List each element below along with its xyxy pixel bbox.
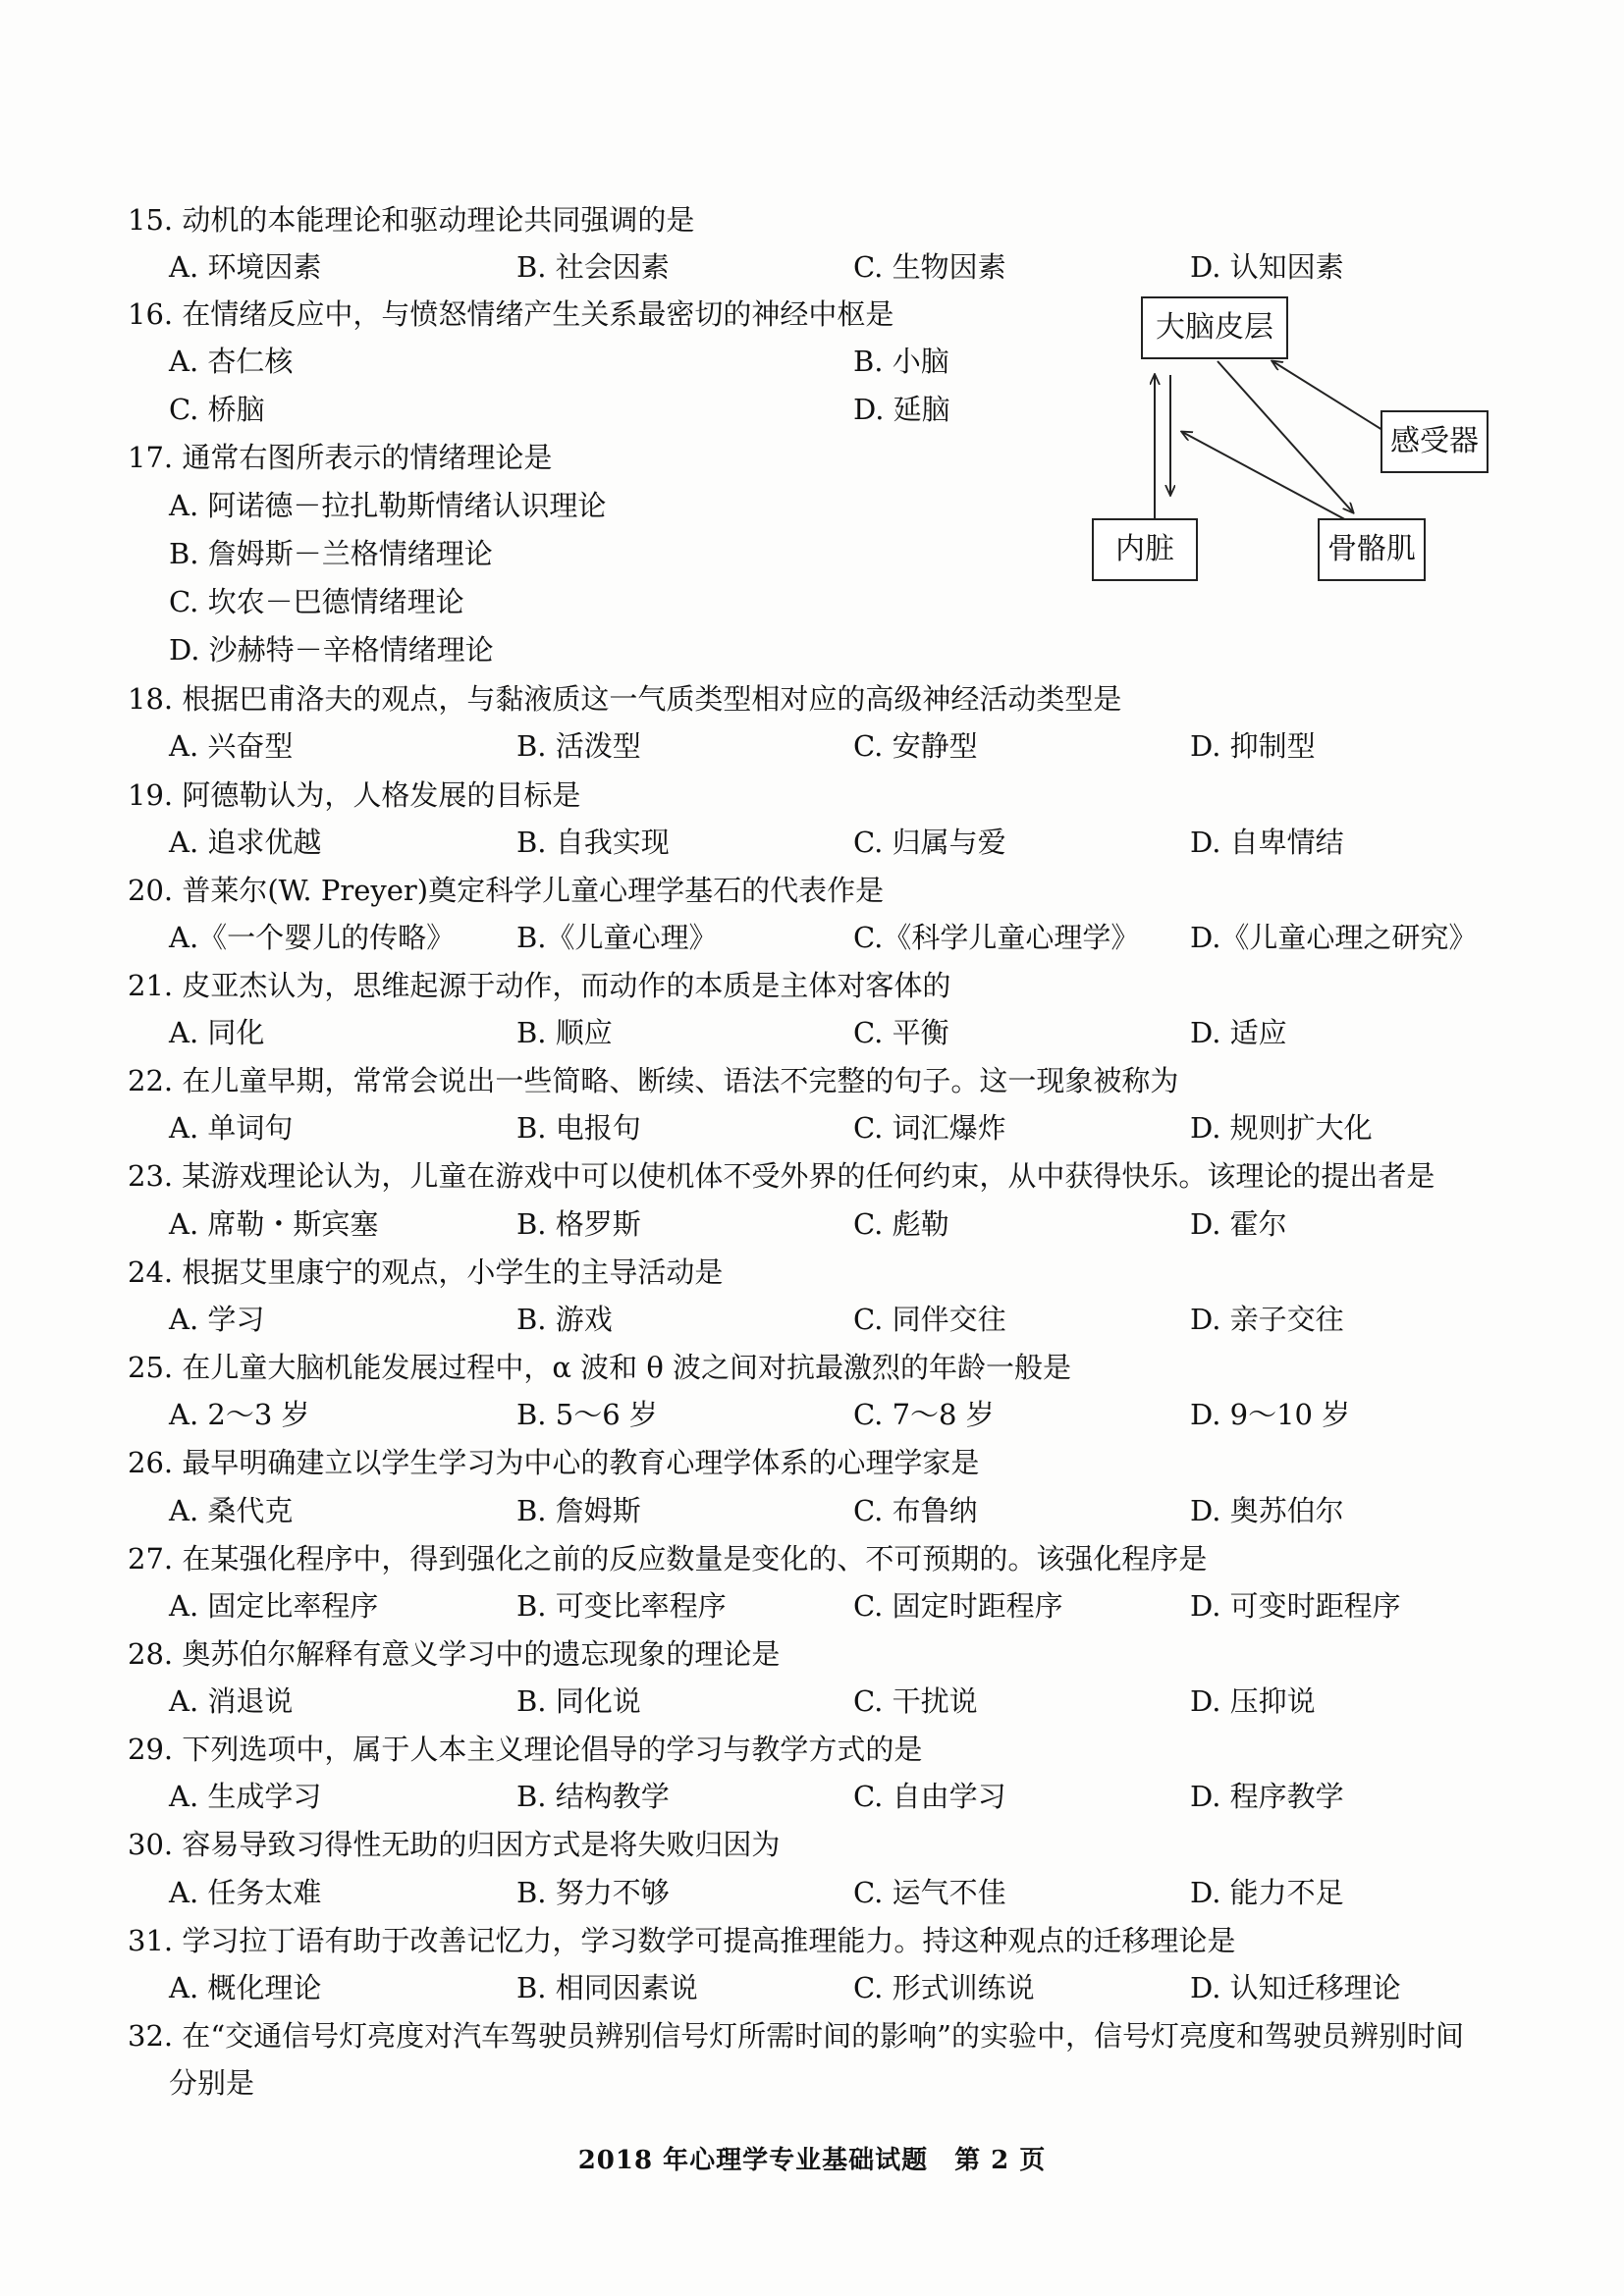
option-b: B. 詹姆斯: [516, 1494, 641, 1527]
box-viscera: 内脏: [1092, 518, 1198, 581]
question-23-stem: 23. 某游戏理论认为，儿童在游戏中可以使机体不受外界的任何约束，从中获得快乐。该理论的提出者是: [128, 1159, 1435, 1193]
option-a: A. 学习: [169, 1303, 265, 1336]
question-18-options: [169, 726, 1543, 766]
option-a: A. 环境因素: [169, 250, 322, 284]
arrow-cortex-to-muscle: [1218, 361, 1353, 512]
option-b: B. 格罗斯: [516, 1207, 641, 1241]
option-a: A. 任务太难: [169, 1876, 322, 1909]
option-c: C. 彪勒: [853, 1207, 949, 1241]
option-b: B. 游戏: [516, 1303, 613, 1336]
page-footer: 2018 年心理学专业基础试题 第 2 页: [577, 2146, 1047, 2175]
option-d: D.《儿童心理之研究》: [1190, 921, 1478, 954]
option-c: C. 同伴交往: [853, 1303, 1006, 1336]
option-c: C. 形式训练说: [853, 1971, 1035, 2004]
option-a: A. 生成学习: [169, 1780, 322, 1813]
question-21-stem: 21. 皮亚杰认为，思维起源于动作，而动作的本质是主体对客体的: [128, 969, 951, 1002]
question-19-options: [169, 823, 1543, 862]
option-d: D. 9～10 岁: [1190, 1398, 1351, 1431]
emotion-theory-diagram: [1080, 285, 1492, 599]
question-17-option-d: [169, 630, 954, 669]
option-a: A. 2～3 岁: [169, 1398, 310, 1431]
question-32-stem-continued: 分别是: [169, 2066, 255, 2100]
option-b: B. 顺应: [516, 1016, 613, 1049]
option-d: D. 沙赫特－辛格情绪理论: [169, 633, 494, 667]
box-cortex: 大脑皮层: [1141, 296, 1288, 359]
option-b: B. 同化说: [516, 1684, 641, 1718]
option-d: D. 霍尔: [1190, 1207, 1287, 1241]
option-c: C.《科学儿童心理学》: [853, 921, 1140, 954]
arrow-receptor-to-cortex: [1272, 361, 1382, 430]
option-a: A. 同化: [169, 1016, 265, 1049]
option-c: C. 干扰说: [853, 1684, 978, 1718]
question-15-stem: 15. 动机的本能理论和驱动理论共同强调的是: [128, 203, 695, 237]
question-19-stem: 19. 阿德勒认为，人格发展的目标是: [128, 778, 581, 812]
option-b: B. 相同因素说: [516, 1971, 698, 2004]
question-27-stem: 27. 在某强化程序中，得到强化之前的反应数量是变化的、不可预期的。该强化程序是: [128, 1542, 1208, 1575]
question-15-options: [169, 247, 1543, 287]
option-d: D. 抑制型: [1190, 729, 1316, 763]
question-25-stem: 25. 在儿童大脑机能发展过程中，α 波和 θ 波之间对抗最激烈的年龄一般是: [128, 1351, 1072, 1384]
option-b: B. 电报句: [516, 1111, 641, 1145]
option-b: B. 自我实现: [516, 826, 670, 859]
option-d: D. 压抑说: [1190, 1684, 1316, 1718]
option-d: D. 认知因素: [1190, 250, 1344, 284]
option-b: B. 社会因素: [516, 250, 670, 284]
question-17-stem: 17. 通常右图所表示的情绪理论是: [128, 441, 553, 474]
option-b: B. 结构教学: [516, 1780, 670, 1813]
option-b: B. 活泼型: [516, 729, 641, 763]
question-18-stem: 18. 根据巴甫洛夫的观点，与黏液质这一气质类型相对应的高级神经活动类型是: [128, 682, 1122, 716]
option-a: A. 单词句: [169, 1111, 294, 1145]
option-d: D. 认知迁移理论: [1190, 1971, 1401, 2004]
question-20-stem: 20. 普莱尔(W. Preyer)奠定科学儿童心理学基石的代表作是: [128, 874, 885, 907]
question-22-options: [169, 1108, 1543, 1148]
option-a: A. 固定比率程序: [169, 1589, 379, 1623]
question-17-option-a: [169, 486, 954, 525]
option-c: C. 词汇爆炸: [853, 1111, 1006, 1145]
arrow-muscle-to-cortex: [1182, 432, 1365, 530]
question-25-options: [169, 1395, 1543, 1434]
option-d: D. 自卑情结: [1190, 826, 1344, 859]
option-b: B. 小脑: [853, 345, 949, 378]
option-c: C. 平衡: [853, 1016, 949, 1049]
option-a: A. 阿诺德－拉扎勒斯情绪认识理论: [169, 489, 607, 522]
option-d: D. 能力不足: [1190, 1876, 1344, 1909]
question-32-stem: 32. 在“交通信号灯亮度对汽车驾驶员辨别信号灯所需时间的影响”的实验中，信号灯亮度和驾驶员辨别时间: [128, 2019, 1464, 2053]
option-a: A. 概化理论: [169, 1971, 322, 2004]
box-receptor: 感受器: [1380, 410, 1489, 473]
question-26-stem: 26. 最早明确建立以学生学习为中心的教育心理学体系的心理学家是: [128, 1446, 980, 1479]
option-b: B. 5～6 岁: [516, 1398, 658, 1431]
option-a: A. 杏仁核: [169, 345, 294, 378]
option-c: C. 生物因素: [853, 250, 1006, 284]
question-17-option-c: [169, 582, 954, 621]
question-29-options: [169, 1777, 1543, 1816]
option-b: B. 努力不够: [516, 1876, 670, 1909]
option-c: C. 归属与爱: [853, 826, 1006, 859]
option-a: A. 席勒・斯宾塞: [169, 1207, 379, 1241]
option-d: D. 奥苏伯尔: [1190, 1494, 1344, 1527]
option-a: A. 消退说: [169, 1684, 294, 1718]
option-c: C. 安静型: [853, 729, 978, 763]
option-c: C. 桥脑: [169, 393, 265, 426]
question-21-options: [169, 1013, 1543, 1052]
option-b: B.《儿童心理》: [516, 921, 718, 954]
question-30-options: [169, 1873, 1543, 1912]
question-22-stem: 22. 在儿童早期，常常会说出一些简略、断续、语法不完整的句子。这一现象被称为: [128, 1064, 1179, 1097]
question-28-stem: 28. 奥苏伯尔解释有意义学习中的遗忘现象的理论是: [128, 1637, 781, 1671]
option-d: D. 亲子交往: [1190, 1303, 1344, 1336]
question-16-options-row2: [169, 390, 1053, 429]
option-c: C. 运气不佳: [853, 1876, 1006, 1909]
question-17-option-b: [169, 534, 954, 573]
option-d: D. 延脑: [853, 393, 950, 426]
option-c: C. 自由学习: [853, 1780, 1006, 1813]
question-31-stem: 31. 学习拉丁语有助于改善记忆力，学习数学可提高推理能力。持这种观点的迁移理论是: [128, 1924, 1236, 1957]
option-c: C. 布鲁纳: [853, 1494, 978, 1527]
question-16-options-row1: [169, 342, 1053, 381]
question-27-options: [169, 1586, 1543, 1626]
option-a: A. 兴奋型: [169, 729, 294, 763]
option-b: B. 詹姆斯－兰格情绪理论: [169, 537, 493, 570]
question-23-options: [169, 1204, 1543, 1244]
question-29-stem: 29. 下列选项中，属于人本主义理论倡导的学习与教学方式的是: [128, 1733, 923, 1766]
option-a: A.《一个婴儿的传略》: [169, 921, 456, 954]
option-b: B. 可变比率程序: [516, 1589, 727, 1623]
option-d: D. 程序教学: [1190, 1780, 1344, 1813]
question-31-options: [169, 1968, 1543, 2007]
option-c: C. 7～8 岁: [853, 1398, 995, 1431]
question-20-options: [169, 918, 1543, 957]
question-16-stem: 16. 在情绪反应中，与愤怒情绪产生关系最密切的神经中枢是: [128, 297, 894, 331]
question-28-options: [169, 1682, 1543, 1721]
question-26-options: [169, 1491, 1543, 1530]
option-a: A. 桑代克: [169, 1494, 294, 1527]
option-d: D. 适应: [1190, 1016, 1287, 1049]
option-d: D. 可变时距程序: [1190, 1589, 1401, 1623]
option-d: D. 规则扩大化: [1190, 1111, 1373, 1145]
option-c: C. 坎农－巴德情绪理论: [169, 585, 464, 618]
option-c: C. 固定时距程序: [853, 1589, 1063, 1623]
box-muscle: 骨骼肌: [1318, 518, 1426, 581]
question-24-stem: 24. 根据艾里康宁的观点，小学生的主导活动是: [128, 1255, 724, 1289]
question-24-options: [169, 1300, 1543, 1339]
option-a: A. 追求优越: [169, 826, 322, 859]
question-30-stem: 30. 容易导致习得性无助的归因方式是将失败归因为: [128, 1828, 781, 1861]
